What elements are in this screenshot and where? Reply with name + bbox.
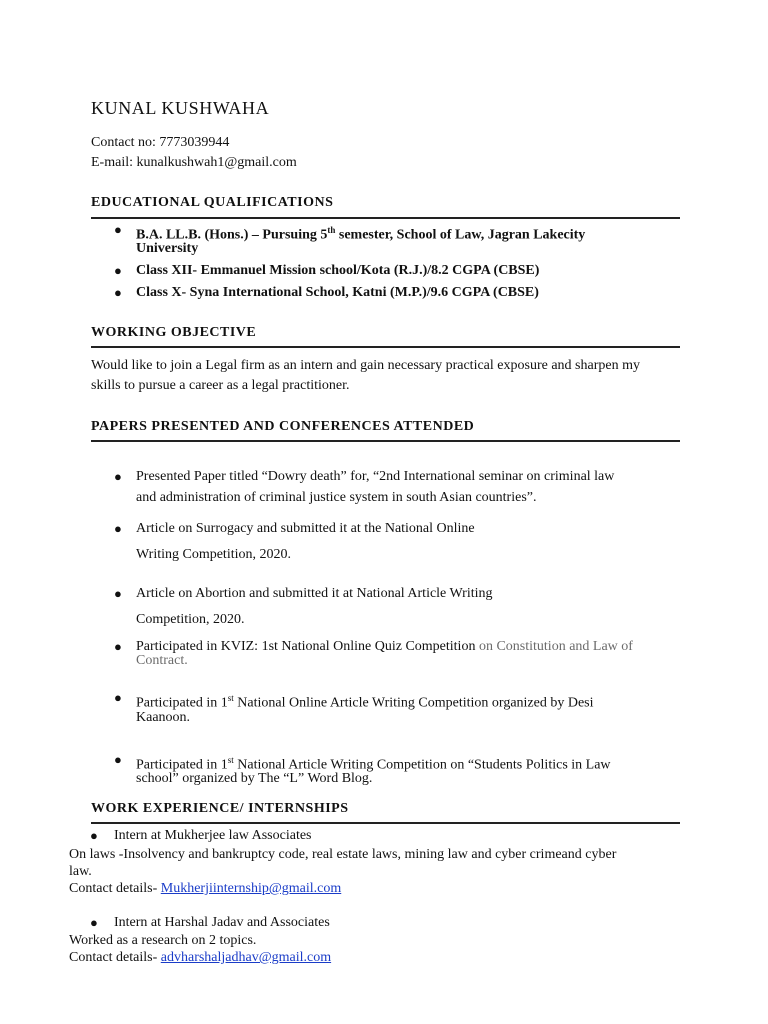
education-item-degree-line2: University xyxy=(136,241,199,256)
education-item-degree: B.A. LL.B. (Hons.) – Pursuing 5th semester, School of Law, Jagran Lakecity xyxy=(136,225,586,243)
internship-2-email-link[interactable]: advharshaljadhav@gmail.com xyxy=(160,950,332,965)
paper-item-5-line1: Participated in 1st National Online Article Writing Competition organized by Desi xyxy=(136,693,594,711)
paper-item-2-line2: Writing Competition, 2020. xyxy=(136,547,291,562)
work-divider xyxy=(91,822,680,824)
objective-divider xyxy=(91,346,680,348)
paper-item-5-line2: Kaanoon. xyxy=(136,710,191,725)
bullet-icon: ● xyxy=(114,586,122,601)
internship-1-desc-line1: On laws -Insolvency and bankruptcy code, real estate laws, mining law and cyber crimeand cyber xyxy=(69,847,617,862)
paper-item-4-line2: Contract. xyxy=(136,653,188,668)
contact-phone: Contact no: 7773039944 xyxy=(91,135,230,150)
bullet-icon: ● xyxy=(114,639,122,654)
internship-1-desc-line2: law. xyxy=(69,864,92,879)
internship-1-title: Intern at Mukherjee law Associates xyxy=(114,828,312,843)
internship-1-contact: Contact details- Mukherjiinternship@gmail.com xyxy=(69,881,342,896)
internship-2-desc: Worked as a research on 2 topics. xyxy=(69,933,257,948)
paper-item-3-line1: Article on Abortion and submitted it at National Article Writing xyxy=(136,586,493,601)
contact-email: E-mail: kunalkushwah1@gmail.com xyxy=(91,155,297,170)
bullet-icon: ● xyxy=(90,828,98,843)
internship-1-email-link[interactable]: Mukherjiinternship@gmail.com xyxy=(160,881,342,896)
bullet-icon: ● xyxy=(90,915,98,930)
papers-heading: PAPERS PRESENTED AND CONFERENCES ATTENDED xyxy=(91,419,475,434)
paper-item-1-line2: and administration of criminal justice system in south Asian countries”. xyxy=(136,490,537,505)
internship-2-contact: Contact details- advharshaljadhav@gmail.com xyxy=(69,950,332,965)
bullet-icon: ● xyxy=(114,690,122,705)
work-heading: WORK EXPERIENCE/ INTERNSHIPS xyxy=(91,801,349,816)
objective-text-line1: Would like to join a Legal firm as an intern and gain necessary practical exposure and sharpen my xyxy=(91,358,640,373)
internship-2-title: Intern at Harshal Jadav and Associates xyxy=(114,915,330,930)
education-item-class12: Class XII- Emmanuel Mission school/Kota (R.J.)/8.2 CGPA (CBSE) xyxy=(136,263,540,278)
bullet-icon: ● xyxy=(114,469,122,484)
bullet-icon: ● xyxy=(114,521,122,536)
papers-divider xyxy=(91,440,680,442)
bullet-icon: ● xyxy=(114,752,122,767)
objective-text-line2: skills to pursue a career as a legal practitioner. xyxy=(91,378,350,393)
bullet-icon: ● xyxy=(114,222,122,237)
paper-item-2-line1: Article on Surrogacy and submitted it at the National Online xyxy=(136,521,475,536)
candidate-name: KUNAL KUSHWAHA xyxy=(91,98,270,118)
objective-heading: WORKING OBJECTIVE xyxy=(91,325,257,340)
education-item-class10: Class X- Syna International School, Katni (M.P.)/9.6 CGPA (CBSE) xyxy=(136,285,539,300)
bullet-icon: ● xyxy=(114,285,122,300)
paper-item-6-line1: Participated in 1st National Article Writing Competition on “Students Politics in Law xyxy=(136,755,611,773)
education-heading: EDUCATIONAL QUALIFICATIONS xyxy=(91,195,334,210)
paper-item-1-line1: Presented Paper titled “Dowry death” for, “2nd International seminar on criminal law xyxy=(136,469,615,484)
education-divider xyxy=(91,217,680,219)
paper-item-4-line1: Participated in KVIZ: 1st National Online Quiz Competition on Constitution and Law of xyxy=(136,639,633,654)
bullet-icon: ● xyxy=(114,263,122,278)
paper-item-6-line2: school” organized by The “L” Word Blog. xyxy=(136,771,373,786)
paper-item-3-line2: Competition, 2020. xyxy=(136,612,245,627)
